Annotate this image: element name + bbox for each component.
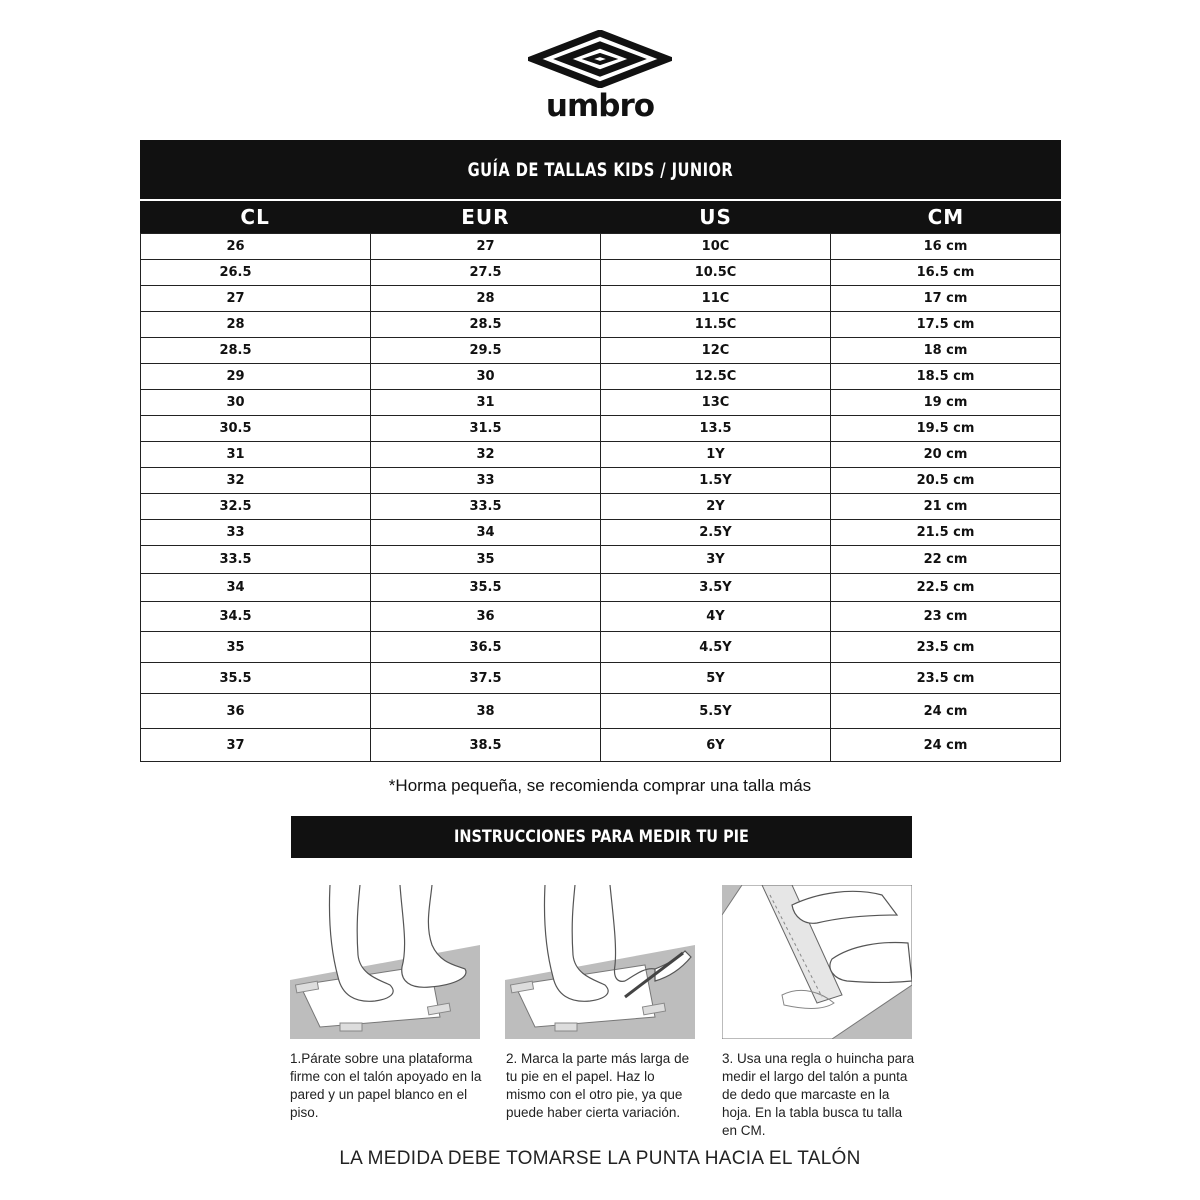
cell-eur: 34 [371,520,601,546]
size-table [140,233,1061,762]
umbro-diamond-icon [528,30,672,88]
table-row [141,602,1061,632]
cell-cl: 26 [141,234,371,260]
cell-eur: 31 [371,390,601,416]
cell-eur: 35.5 [371,574,601,602]
cell-us: 5.5Y [601,694,831,729]
cell-us: 5Y [601,663,831,694]
cell-us: 13.5 [601,416,831,442]
cell-cl: 35.5 [141,663,371,694]
table-row [141,338,1061,364]
cell-eur: 37.5 [371,663,601,694]
cell-cl: 32 [141,468,371,494]
cell-us: 1.5Y [601,468,831,494]
step-2-illustration [505,885,695,1039]
table-row [141,390,1061,416]
cell-cm: 19 cm [831,390,1061,416]
cell-us: 4Y [601,602,831,632]
cell-cm: 16 cm [831,234,1061,260]
cell-us: 2.5Y [601,520,831,546]
cell-cl: 36 [141,694,371,729]
cell-cm: 24 cm [831,694,1061,729]
size-table-header [140,199,1061,233]
cell-cl: 33 [141,520,371,546]
table-row [141,442,1061,468]
column-header-cm: CM [927,205,965,229]
cell-cl: 35 [141,632,371,663]
table-row [141,694,1061,729]
step-3-text: 3. Usa una regla o huincha para medir el largo del talón a punta de dedo que marcaste en la hoja. En la tabla busca tu talla en CM. [722,1051,915,1138]
cell-eur: 27 [371,234,601,260]
cell-cm: 18.5 cm [831,364,1061,390]
cell-cm: 22 cm [831,546,1061,574]
cell-cl: 34.5 [141,602,371,632]
step-1-text: 1.Párate sobre una plataforma firme con el talón apoyado en la pared y un papel blanco en el piso. [290,1051,482,1120]
table-row [141,468,1061,494]
cell-us: 6Y [601,729,831,762]
column-header-eur: EUR [461,205,510,229]
size-guide-title: GUÍA DE TALLAS KIDS / JUNIOR [467,158,734,181]
table-row [141,663,1061,694]
cell-cl: 37 [141,729,371,762]
instructions-title: INSTRUCCIONES PARA MEDIR TU PIE [454,827,749,847]
cell-us: 3Y [601,546,831,574]
table-row [141,286,1061,312]
cell-cl: 28.5 [141,338,371,364]
cell-eur: 28 [371,286,601,312]
cell-eur: 33.5 [371,494,601,520]
cell-us: 2Y [601,494,831,520]
cell-cl: 32.5 [141,494,371,520]
measurement-footer: LA MEDIDA DEBE TOMARSE LA PUNTA HACIA EL TALÓN [339,1148,861,1169]
brand-wordmark: umbro [545,88,655,124]
cell-eur: 36.5 [371,632,601,663]
cell-cl: 26.5 [141,260,371,286]
cell-cm: 20.5 cm [831,468,1061,494]
cell-cm: 23 cm [831,602,1061,632]
cell-eur: 35 [371,546,601,574]
cell-cl: 28 [141,312,371,338]
step-2-text: 2. Marca la parte más larga de tu pie en el papel. Haz lo mismo con el otro pie, ya que puede haber cierta variación. [506,1051,690,1120]
cell-eur: 29.5 [371,338,601,364]
cell-cl: 34 [141,574,371,602]
cell-eur: 38.5 [371,729,601,762]
table-row [141,416,1061,442]
umbro-logo [528,30,672,124]
step-3-illustration [722,885,912,1039]
cell-cm: 16.5 cm [831,260,1061,286]
cell-eur: 38 [371,694,601,729]
cell-cl: 27 [141,286,371,312]
cell-cl: 33.5 [141,546,371,574]
table-row [141,364,1061,390]
table-row [141,260,1061,286]
cell-us: 10.5C [601,260,831,286]
size-guide-title-bar [140,140,1061,199]
table-row [141,729,1061,762]
table-row [141,574,1061,602]
step-1-illustration [290,885,480,1039]
table-row [141,546,1061,574]
cell-eur: 32 [371,442,601,468]
cell-us: 3.5Y [601,574,831,602]
table-row [141,234,1061,260]
cell-eur: 31.5 [371,416,601,442]
cell-us: 13C [601,390,831,416]
cell-eur: 33 [371,468,601,494]
instructions-title-bar [291,816,912,858]
cell-us: 11C [601,286,831,312]
cell-cm: 19.5 cm [831,416,1061,442]
cell-cm: 21 cm [831,494,1061,520]
table-row [141,494,1061,520]
cell-cm: 20 cm [831,442,1061,468]
cell-cl: 30.5 [141,416,371,442]
cell-eur: 36 [371,602,601,632]
cell-cm: 23.5 cm [831,663,1061,694]
cell-eur: 30 [371,364,601,390]
fit-note: *Horma pequeña, se recomienda comprar una talla más [388,776,812,795]
cell-cm: 18 cm [831,338,1061,364]
cell-eur: 27.5 [371,260,601,286]
cell-cl: 29 [141,364,371,390]
cell-us: 11.5C [601,312,831,338]
cell-us: 12C [601,338,831,364]
cell-us: 10C [601,234,831,260]
cell-cm: 24 cm [831,729,1061,762]
table-row [141,520,1061,546]
column-header-cl: CL [240,205,270,229]
size-guide [140,140,1061,762]
cell-cm: 22.5 cm [831,574,1061,602]
cell-cm: 21.5 cm [831,520,1061,546]
cell-us: 1Y [601,442,831,468]
cell-cm: 23.5 cm [831,632,1061,663]
column-header-us: US [699,205,732,229]
cell-cm: 17 cm [831,286,1061,312]
cell-cl: 30 [141,390,371,416]
cell-cm: 17.5 cm [831,312,1061,338]
table-row [141,632,1061,663]
cell-cl: 31 [141,442,371,468]
cell-us: 4.5Y [601,632,831,663]
cell-us: 12.5C [601,364,831,390]
cell-eur: 28.5 [371,312,601,338]
table-row [141,312,1061,338]
